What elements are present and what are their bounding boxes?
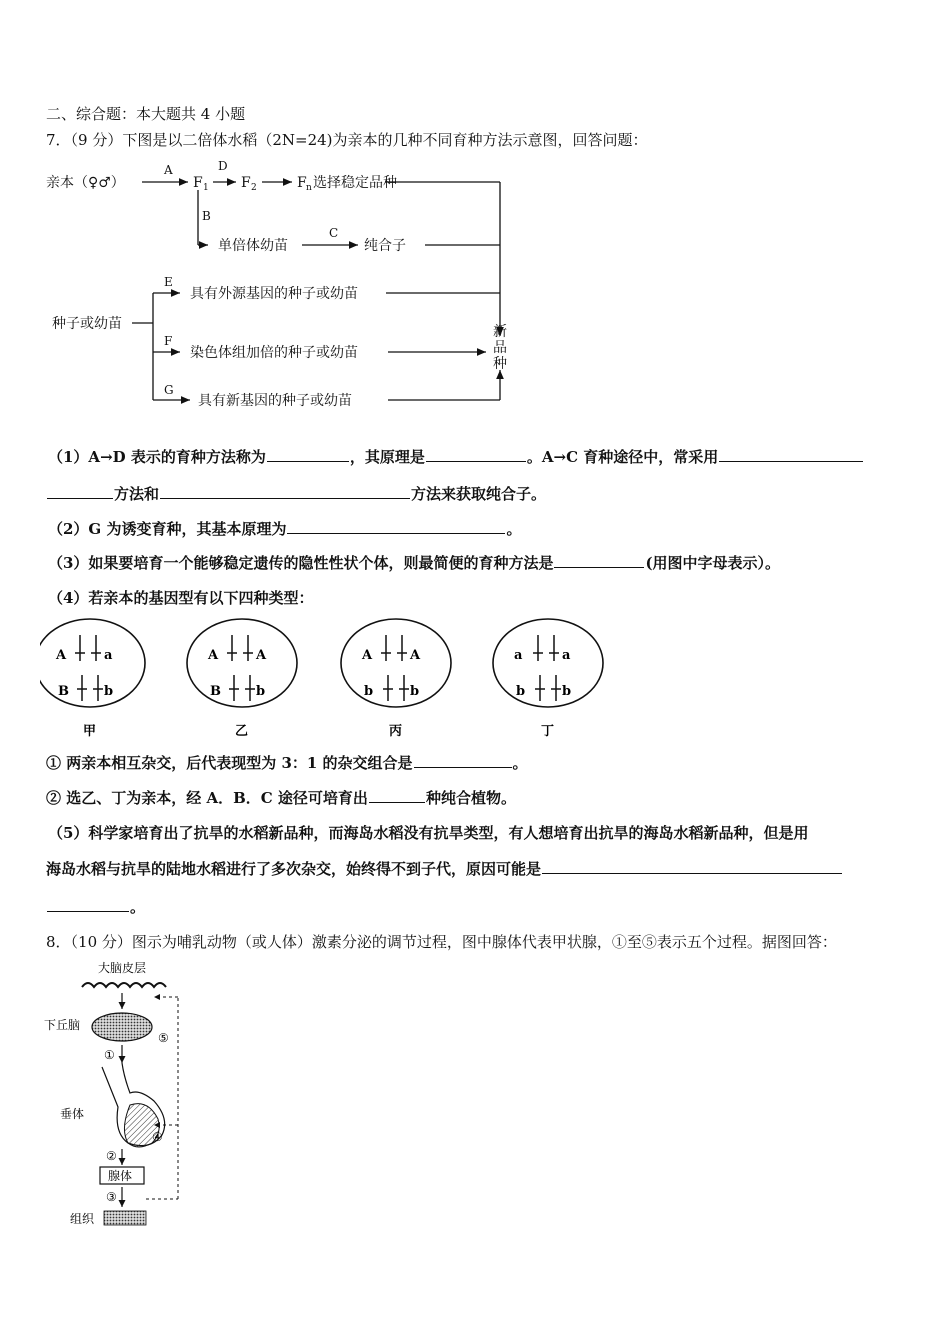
exogenous-gene-label: 具有外源基因的种子或幼苗 bbox=[190, 286, 358, 302]
hypothalamus-label: 下丘脑 bbox=[44, 1018, 81, 1032]
step-2-label: ② bbox=[106, 1149, 117, 1163]
new-gene-label: 具有新基因的种子或幼苗 bbox=[198, 393, 352, 409]
hypothalamus-shape bbox=[92, 1013, 152, 1041]
part-1-text-a: （1）A→D 表示的育种方法称为 bbox=[48, 448, 266, 466]
allele-label: A bbox=[256, 648, 267, 663]
allele-label: A bbox=[208, 648, 219, 663]
genotype-cell bbox=[40, 619, 145, 739]
pituitary-label: 垂体 bbox=[60, 1107, 85, 1121]
step-5-label: ⑤ bbox=[158, 1031, 169, 1045]
part-1-text-e: 方法来获取纯合子。 bbox=[411, 485, 547, 503]
path-label-d: D bbox=[218, 159, 228, 173]
new-variety-char-1: 新 bbox=[493, 324, 507, 340]
sub-2-text-a: ② 选乙、丁为亲本，经 A．B．C 途径可培育出 bbox=[46, 789, 368, 807]
homozygote-label: 纯合子 bbox=[364, 238, 406, 254]
fn-select-label: 选择稳定品种 bbox=[313, 175, 397, 191]
allele-label: b bbox=[364, 684, 374, 699]
allele-label: b bbox=[562, 684, 572, 699]
part-3-text-a: （3）如果要培育一个能够稳定遗传的隐性性状个体，则最简便的育种方法是 bbox=[48, 554, 554, 572]
question-7-sub-1 bbox=[46, 752, 528, 773]
question-7-part-1-cont bbox=[46, 483, 546, 504]
cell-name-label: 甲 bbox=[83, 724, 97, 739]
parent-label: 亲本（♀♂） bbox=[46, 175, 125, 191]
fn-subscript: n bbox=[306, 183, 312, 193]
f2-label: F bbox=[241, 175, 251, 191]
part-1-text-d: 方法和 bbox=[114, 485, 160, 503]
path-label-g: G bbox=[164, 383, 174, 397]
allele-label: a bbox=[562, 648, 571, 663]
allele-label: A bbox=[410, 648, 421, 663]
allele-label: A bbox=[362, 648, 373, 663]
hormone-regulation-diagram bbox=[40, 955, 200, 1230]
question-8-stem: 8．（10 分）图示为哺乳动物（或人体）激素分泌的调节过程，图中腺体代表甲状腺，①至⑤表示五个过程。据图回答： bbox=[46, 933, 837, 951]
allele-label: a bbox=[514, 648, 523, 663]
path-label-f: F bbox=[164, 334, 173, 348]
genotype-cell bbox=[493, 619, 603, 739]
cerebral-cortex-shape bbox=[82, 983, 166, 987]
answer-blank-1[interactable] bbox=[267, 447, 349, 462]
new-variety-char-3: 种 bbox=[493, 356, 507, 372]
sub-1-text-b: 。 bbox=[512, 754, 528, 772]
answer-blank-7[interactable] bbox=[554, 553, 644, 568]
genotype-cell bbox=[187, 619, 297, 739]
breeding-methods-diagram bbox=[40, 152, 530, 420]
new-variety-char-2: 品 bbox=[493, 340, 507, 356]
answer-blank-11[interactable] bbox=[47, 897, 129, 912]
step-3-label: ③ bbox=[106, 1190, 117, 1204]
answer-blank-4[interactable] bbox=[47, 484, 113, 499]
part-1-text-c: 。A→C 育种途径中，常采用 bbox=[526, 448, 719, 466]
genotype-cells-diagram bbox=[40, 617, 640, 742]
question-7-stem: 7．（9 分）下图是以二倍体水稻（2N=24)为亲本的几种不同育种方法示意图，回答问题： bbox=[46, 131, 648, 149]
question-7-part-2 bbox=[48, 518, 522, 539]
path-label-a: A bbox=[164, 163, 173, 177]
step-1-label: ① bbox=[104, 1048, 115, 1062]
fn-label: F bbox=[297, 175, 307, 191]
question-7-sub-2 bbox=[46, 787, 516, 808]
f1-subscript: 1 bbox=[203, 183, 209, 193]
answer-blank-10[interactable] bbox=[542, 859, 842, 874]
part-5-text-c: 。 bbox=[130, 898, 146, 916]
allele-label: A bbox=[56, 648, 67, 663]
sub-2-text-b: 种纯合植物。 bbox=[425, 789, 516, 807]
tissue-label: 组织 bbox=[70, 1212, 95, 1226]
gland-label: 腺体 bbox=[108, 1169, 133, 1183]
allele-label: b bbox=[256, 684, 266, 699]
part-2-text-b: 。 bbox=[506, 520, 522, 538]
part-3-text-b: (用图中字母表示）。 bbox=[645, 554, 781, 572]
cell-name-label: 乙 bbox=[235, 724, 249, 739]
path-label-c: C bbox=[329, 226, 339, 240]
part-2-text-a: （2）G 为诱变育种，其基本原理为 bbox=[48, 520, 287, 538]
allele-label: B bbox=[210, 684, 221, 699]
question-7-part-5-end bbox=[46, 896, 145, 917]
question-7-part-5-cont bbox=[46, 858, 843, 879]
section-header: 二、综合题：本大题共 4 小题 bbox=[46, 105, 246, 123]
cell-name-label: 丁 bbox=[541, 724, 555, 739]
f2-subscript: 2 bbox=[251, 183, 257, 193]
step-4-label: ④ bbox=[152, 1130, 163, 1144]
haploid-label: 单倍体幼苗 bbox=[218, 238, 288, 254]
path-label-b: B bbox=[202, 209, 211, 223]
tissue-shape bbox=[104, 1211, 146, 1225]
question-7-part-3 bbox=[48, 552, 780, 573]
cell-name-label: 丙 bbox=[389, 724, 403, 739]
answer-blank-8[interactable] bbox=[414, 753, 512, 768]
f1-label: F bbox=[193, 175, 203, 191]
answer-blank-3[interactable] bbox=[719, 447, 863, 462]
answer-blank-5[interactable] bbox=[160, 484, 410, 499]
part-5-text-b: 海岛水稻与抗旱的陆地水稻进行了多次杂交，始终得不到子代，原因可能是 bbox=[46, 860, 542, 878]
part-1-text-b: ，其原理是 bbox=[349, 448, 425, 466]
question-7-part-5: （5）科学家培育出了抗旱的水稻新品种，而海岛水稻没有抗旱类型，有人想培育出抗旱的海岛水稻新品种，但是用 bbox=[48, 824, 809, 842]
allele-label: b bbox=[516, 684, 526, 699]
answer-blank-2[interactable] bbox=[426, 447, 526, 462]
sub-1-text-a: ① 两亲本相互杂交，后代表现型为 3：1 的杂交组合是 bbox=[46, 754, 413, 772]
path-label-e: E bbox=[164, 275, 173, 289]
allele-label: b bbox=[104, 684, 114, 699]
cerebral-cortex-label: 大脑皮层 bbox=[98, 961, 147, 975]
allele-label: a bbox=[104, 648, 113, 663]
question-7-part-1 bbox=[48, 446, 864, 467]
question-7-part-4: （4）若亲本的基因型有以下四种类型： bbox=[48, 589, 314, 607]
genotype-cell bbox=[341, 619, 451, 739]
polyploid-label: 染色体组加倍的种子或幼苗 bbox=[190, 345, 358, 361]
answer-blank-6[interactable] bbox=[287, 519, 505, 534]
allele-label: b bbox=[410, 684, 420, 699]
answer-blank-9[interactable] bbox=[369, 788, 425, 803]
allele-label: B bbox=[58, 684, 69, 699]
seed-label: 种子或幼苗 bbox=[52, 316, 122, 332]
